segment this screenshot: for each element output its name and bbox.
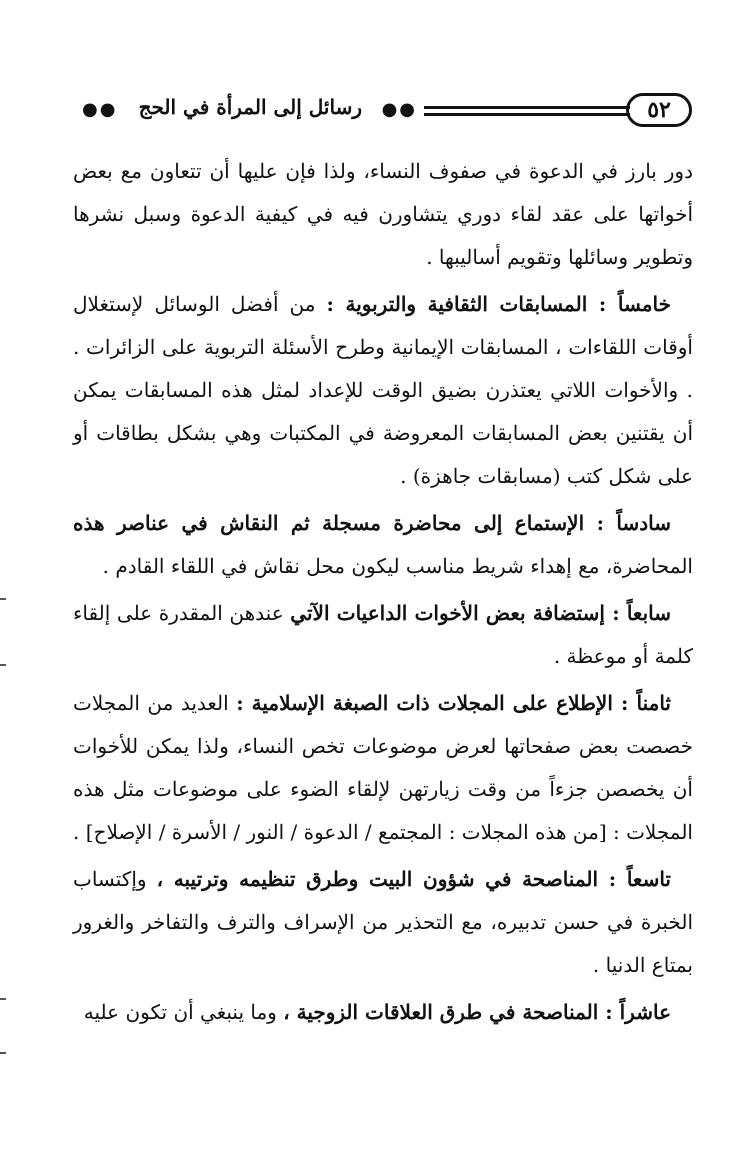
paragraph <box>73 592 693 678</box>
margin-mark <box>0 1052 6 1054</box>
paragraph-lead: ثامناً : الإطلاع على المجلات ذات الصبغة الإسلامية : <box>236 691 671 715</box>
paragraph-text: وإكتساب الخبرة في حسن تدبيره، مع التحذير من الإسراف والترف والتفاخر والغرور بمتاع الدنيا . <box>73 867 693 977</box>
page-header <box>82 93 692 133</box>
ornament-dots: ●● <box>82 99 118 120</box>
paragraph-lead: عاشراً : المناصحة في طرق العلاقات الزوجية ، <box>283 1000 671 1024</box>
paragraph-text: وما ينبغي أن تكون عليه <box>83 1000 284 1024</box>
paragraph <box>73 858 693 987</box>
paragraph <box>73 991 693 1034</box>
margin-mark <box>0 998 6 1000</box>
paragraph <box>73 283 693 498</box>
paragraph-text: المحاضرة، مع إهداء شريط مناسب ليكون محل نقاش في اللقاء القادم . <box>102 554 693 578</box>
header-rule <box>424 106 630 109</box>
paragraph <box>73 502 693 588</box>
paragraph-text: دور بارز في الدعوة في صفوف النساء، ولذا فإن عليها أن تتعاون مع بعض أخواتها على عقد لقاء دوري يتشاورن فيه في كيفية الدعوة وسبل نشرها وتطوير وسائلها وتقويم أساليبها . <box>73 159 693 269</box>
paragraph-lead: سابعاً : إستضافة بعض الأخوات الداعيات الآتي <box>290 601 671 625</box>
margin-mark <box>0 598 6 600</box>
paragraph-lead: خامساً : المسابقات الثقافية والتربوية : <box>326 292 671 316</box>
paragraph-lead: سادساً : الإستماع إلى محاضرة مسجلة ثم النقاش في عناصر هذه <box>73 511 671 535</box>
paragraph <box>73 150 693 279</box>
running-title: رسائل إلى المرأة في الحج <box>138 95 362 119</box>
paragraph-text: العديد من المجلات خصصت بعض صفحاتها لعرض موضوعات تخص النساء، ولذا يمكن للأخوات أن يخصصن جزءاً من وقت زيارتهن لإلقاء الضوء على موضوعات مثل هذه المجلات : [من هذه المجلات : المجتمع / الدعوة / النور / الأسرة / الإصلاح] . <box>73 691 693 844</box>
page-body <box>73 150 693 1034</box>
paragraph-lead: تاسعاً : المناصحة في شؤون البيت وطرق تنظيمه وترتيبه ، <box>156 867 671 891</box>
paragraph-text: من أفضل الوسائل لإستغلال أوقات اللقاءات ، المسابقات الإيمانية وطرح الأسئلة التربوية على الزائرات . . والأخوات اللاتي يعتذرن بضيق الوقت للإعداد لمثل هذه المسابقات يمكن أن يقتنين بعض المسابقات المعروضة في المكتبات وهي بشكل بطاقات أو على شكل كتب (مسابقات جاهزة) . <box>73 292 693 488</box>
paragraph <box>73 682 693 854</box>
paragraph-text: عندهن المقدرة على إلقاء كلمة أو موعظة . <box>73 601 693 668</box>
page-number: ٥٢ <box>626 93 692 127</box>
margin-mark <box>0 664 6 666</box>
header-rule <box>424 113 630 116</box>
ornament-dots: ●● <box>381 99 417 120</box>
